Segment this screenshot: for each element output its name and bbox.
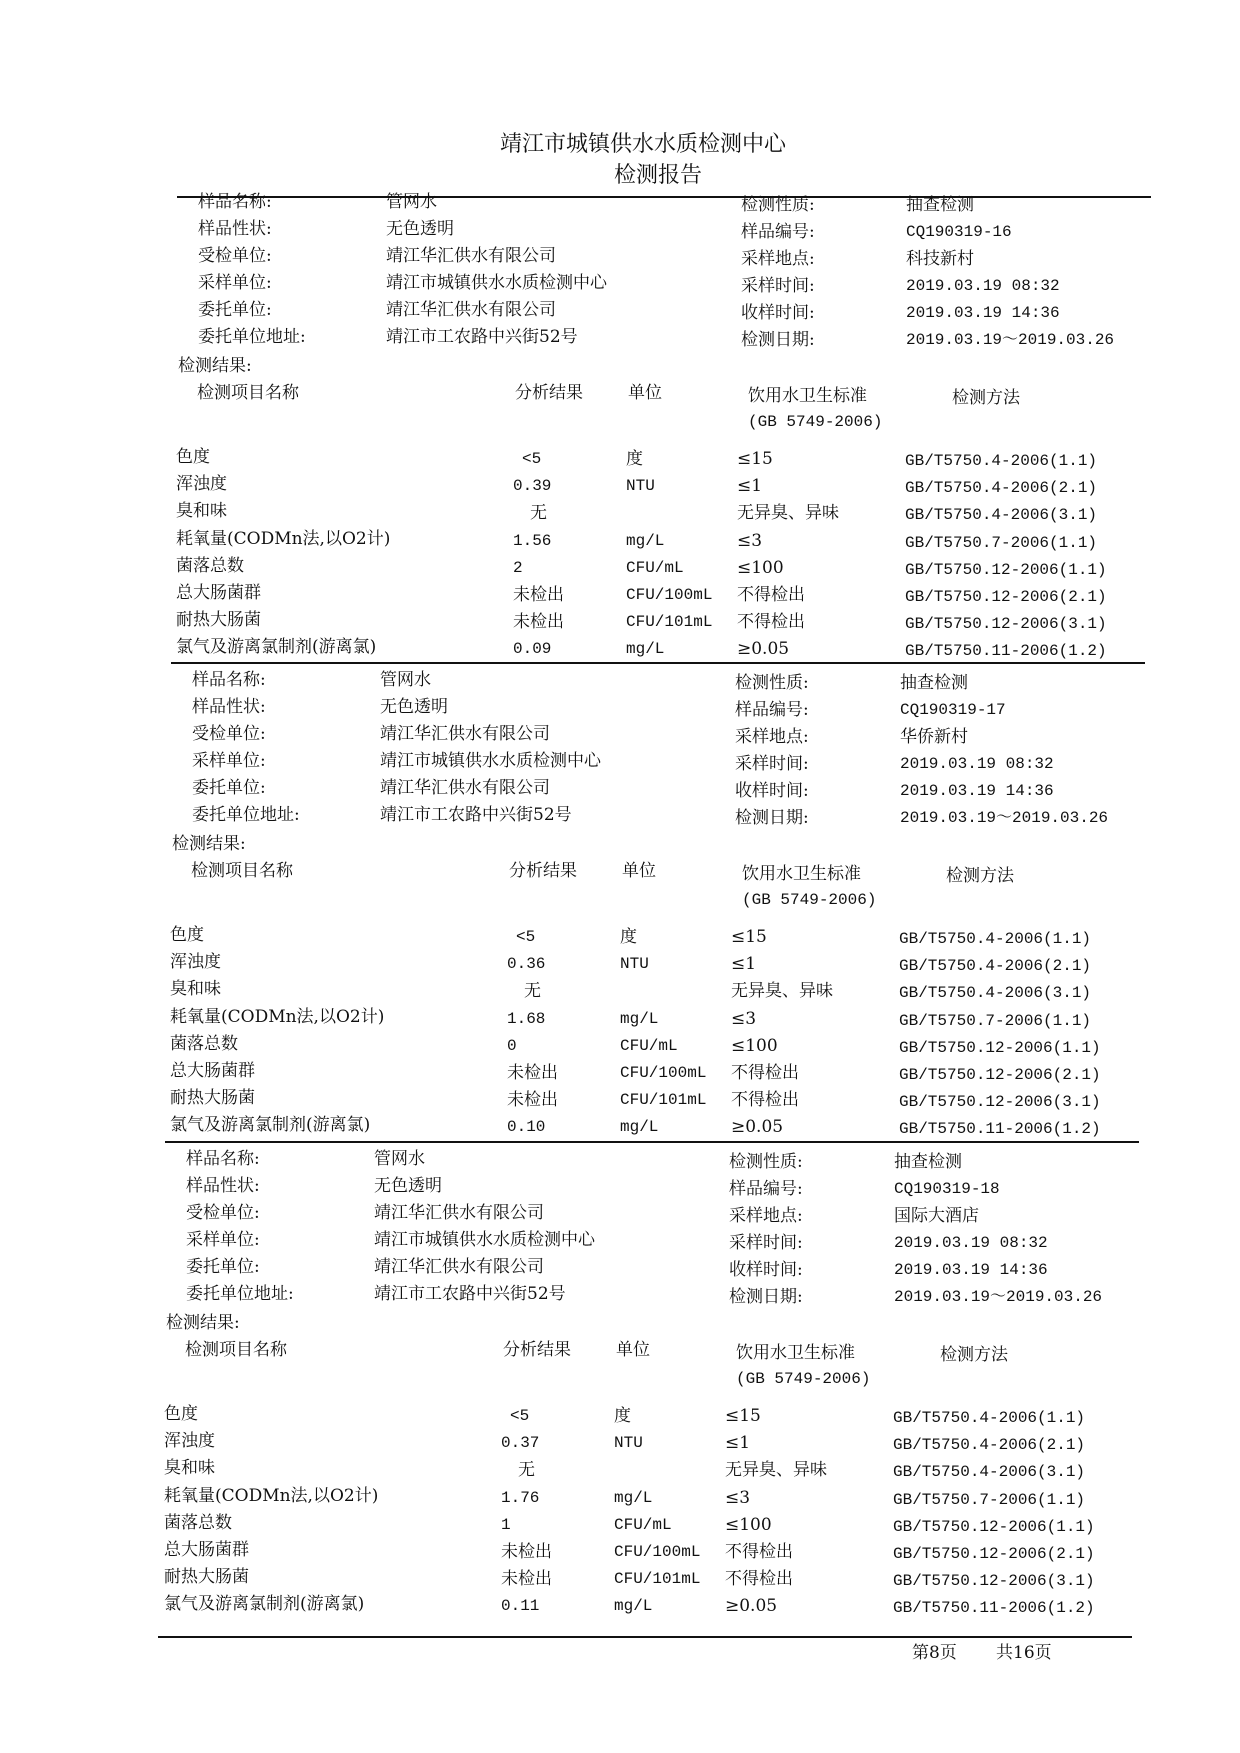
standard-value: ≤100 [731, 1035, 778, 1056]
info-label: 采样时间: [735, 754, 809, 774]
method-value: GB/T5750.7-2006(1.1) [905, 533, 1098, 552]
info-value: 国际大酒店 [894, 1206, 979, 1226]
results-label: 检测结果: [172, 834, 246, 854]
unit-value: CFU/101mL [626, 613, 713, 632]
info-value: CQ190319-17 [900, 701, 1006, 719]
standard-value: 无异臭、异味 [737, 503, 839, 524]
column-header: 检测项目名称 [185, 1340, 287, 1360]
info-value: 2019.03.19 14:36 [906, 304, 1060, 322]
page-number: 第8页 [912, 1643, 957, 1663]
result-value: 0 [507, 1036, 517, 1055]
column-header: 单位 [628, 383, 662, 403]
method-value: GB/T5750.7-2006(1.1) [893, 1490, 1086, 1509]
column-header: 单位 [622, 861, 656, 881]
report-title: 检测报告 [614, 163, 703, 188]
item-name: 浑浊度 [176, 474, 227, 495]
info-value: 靖江华汇供水有限公司 [386, 300, 556, 320]
column-header: 检测方法 [940, 1345, 1008, 1365]
results-label: 检测结果: [166, 1313, 240, 1333]
column-header: 饮用水卫生标准 [742, 864, 861, 884]
result-value: 1 [501, 1515, 511, 1534]
item-name: 臭和味 [170, 979, 221, 1000]
info-value: 靖江市工农路中兴街52号 [386, 327, 578, 347]
info-value: 华侨新村 [900, 727, 968, 747]
info-value: 靖江华汇供水有限公司 [374, 1203, 544, 1223]
info-label: 收样时间: [729, 1260, 803, 1280]
info-label: 受检单位: [186, 1203, 260, 1223]
result-value: 无 [530, 503, 547, 524]
info-value: 无色透明 [380, 697, 448, 717]
info-value: 管网水 [386, 192, 437, 212]
result-value: 2 [513, 558, 523, 577]
result-value: 0.36 [507, 955, 546, 974]
item-name: 耗氧量(CODMn法,以O2计) [164, 1485, 379, 1506]
result-value: 1.76 [501, 1488, 540, 1507]
info-label: 样品编号: [741, 222, 815, 242]
info-value: 靖江华汇供水有限公司 [374, 1257, 544, 1277]
result-value: 无 [518, 1460, 535, 1481]
item-name: 浑浊度 [164, 1431, 215, 1452]
unit-value: NTU [626, 477, 655, 496]
info-label: 样品名称: [192, 670, 266, 690]
column-header: 分析结果 [503, 1340, 571, 1360]
column-header: 检测项目名称 [197, 383, 299, 403]
info-label: 检测日期: [729, 1287, 803, 1307]
info-value: 靖江市城镇供水水质检测中心 [374, 1230, 595, 1250]
column-header: (GB 5749-2006) [748, 413, 883, 431]
info-label: 受检单位: [198, 246, 272, 266]
item-name: 耐热大肠菌 [176, 610, 261, 631]
result-value: 0.10 [507, 1118, 546, 1137]
results-label: 检测结果: [178, 356, 252, 376]
info-value: 管网水 [374, 1149, 425, 1169]
unit-value: CFU/101mL [614, 1570, 701, 1589]
info-label: 收样时间: [735, 781, 809, 801]
result-value: 未检出 [501, 1569, 552, 1590]
standard-value: ≤15 [731, 927, 767, 947]
info-label: 委托单位地址: [198, 327, 306, 347]
standard-value: ≥0.05 [725, 1596, 778, 1617]
unit-value: CFU/100mL [626, 586, 713, 604]
info-value: 靖江市工农路中兴街52号 [380, 805, 572, 825]
info-label: 采样地点: [729, 1206, 803, 1226]
column-header: 检测方法 [952, 388, 1020, 408]
info-value: 靖江华汇供水有限公司 [386, 246, 556, 266]
method-value: GB/T5750.12-2006(3.1) [905, 615, 1107, 634]
item-name: 色度 [164, 1404, 198, 1424]
info-label: 检测日期: [741, 330, 815, 350]
standard-value: ≤15 [725, 1406, 761, 1426]
unit-value: 度 [626, 449, 643, 469]
method-value: GB/T5750.12-2006(2.1) [905, 588, 1107, 606]
section-rule [165, 1141, 1139, 1143]
method-value: GB/T5750.4-2006(2.1) [893, 1436, 1086, 1455]
column-header: (GB 5749-2006) [736, 1370, 871, 1388]
standard-value: 无异臭、异味 [731, 981, 833, 1002]
info-value: 无色透明 [386, 219, 454, 239]
info-value: 管网水 [380, 670, 431, 690]
result-value: 0.11 [501, 1597, 540, 1616]
method-value: GB/T5750.12-2006(2.1) [893, 1545, 1095, 1563]
method-value: GB/T5750.12-2006(2.1) [899, 1066, 1101, 1084]
info-label: 样品性状: [192, 697, 266, 717]
method-value: GB/T5750.4-2006(2.1) [905, 479, 1098, 498]
item-name: 氯气及游离氯制剂(游离氯) [170, 1115, 371, 1136]
result-value: 未检出 [501, 1542, 552, 1562]
result-value: 无 [524, 981, 541, 1002]
info-label: 采样单位: [186, 1230, 260, 1250]
item-name: 臭和味 [164, 1458, 215, 1479]
method-value: GB/T5750.4-2006(3.1) [899, 984, 1092, 1003]
method-value: GB/T5750.4-2006(1.1) [905, 452, 1098, 470]
item-name: 总大肠菌群 [170, 1061, 255, 1081]
item-name: 耐热大肠菌 [170, 1088, 255, 1109]
org-title: 靖江市城镇供水水质检测中心 [500, 132, 787, 157]
standard-value: 无异臭、异味 [725, 1460, 827, 1481]
info-label: 采样时间: [729, 1233, 803, 1253]
section-rule [177, 196, 1151, 198]
result-value: 1.68 [507, 1009, 546, 1028]
info-label: 检测性质: [735, 673, 809, 693]
info-label: 样品名称: [198, 192, 272, 212]
unit-value: mg/L [626, 531, 665, 550]
unit-value: CFU/101mL [620, 1091, 707, 1110]
method-value: GB/T5750.12-2006(3.1) [893, 1572, 1095, 1591]
standard-value: ≤3 [737, 530, 763, 551]
section-rule [171, 662, 1145, 664]
method-value: GB/T5750.12-2006(1.1) [899, 1038, 1101, 1057]
item-name: 色度 [176, 447, 210, 467]
unit-value: 度 [614, 1406, 631, 1426]
result-value: <5 [516, 928, 536, 946]
info-label: 收样时间: [741, 303, 815, 323]
info-label: 采样单位: [198, 273, 272, 293]
item-name: 菌落总数 [164, 1512, 232, 1533]
method-value: GB/T5750.4-2006(1.1) [893, 1409, 1086, 1427]
column-header: 分析结果 [515, 383, 583, 403]
info-value: 抽查检测 [906, 195, 974, 215]
info-label: 委托单位地址: [192, 805, 300, 825]
unit-value: 度 [620, 927, 637, 947]
result-value: 0.09 [513, 640, 552, 659]
info-label: 样品编号: [729, 1179, 803, 1199]
info-label: 受检单位: [192, 724, 266, 744]
info-label: 检测性质: [741, 195, 815, 215]
unit-value: mg/L [620, 1118, 659, 1137]
standard-value: 不得检出 [731, 1063, 799, 1083]
standard-value: 不得检出 [737, 612, 805, 633]
item-name: 菌落总数 [170, 1033, 238, 1054]
standard-value: ≤100 [725, 1514, 772, 1535]
unit-value: CFU/mL [626, 558, 684, 577]
item-name: 耗氧量(CODMn法,以O2计) [176, 528, 391, 549]
info-label: 采样时间: [741, 276, 815, 296]
page-total: 共16页 [996, 1643, 1052, 1663]
info-value: CQ190319-18 [894, 1180, 1000, 1198]
unit-value: CFU/mL [620, 1036, 678, 1055]
info-value: 靖江市城镇供水水质检测中心 [380, 751, 601, 771]
info-value: 2019.03.19～2019.03.26 [906, 331, 1115, 349]
info-value: CQ190319-16 [906, 223, 1012, 241]
item-name: 菌落总数 [176, 555, 244, 576]
info-label: 样品名称: [186, 1149, 260, 1169]
result-value: 未检出 [513, 612, 564, 633]
info-value: 2019.03.19 14:36 [900, 782, 1054, 800]
info-label: 委托单位: [192, 778, 266, 798]
unit-value: NTU [620, 955, 649, 974]
item-name: 臭和味 [176, 501, 227, 522]
result-value: <5 [522, 450, 542, 468]
standard-value: 不得检出 [731, 1090, 799, 1111]
item-name: 氯气及游离氯制剂(游离氯) [164, 1594, 365, 1615]
info-label: 检测日期: [735, 808, 809, 828]
result-value: 0.39 [513, 477, 552, 496]
unit-value: mg/L [614, 1488, 653, 1507]
column-header: (GB 5749-2006) [742, 891, 877, 909]
info-label: 检测性质: [729, 1152, 803, 1172]
method-value: GB/T5750.7-2006(1.1) [899, 1011, 1092, 1030]
info-value: 抽查检测 [894, 1152, 962, 1172]
result-value: <5 [510, 1407, 530, 1425]
column-header: 检测方法 [946, 866, 1014, 886]
method-value: GB/T5750.12-2006(1.1) [893, 1517, 1095, 1536]
standard-value: 不得检出 [737, 585, 805, 605]
standard-value: 不得检出 [725, 1569, 793, 1590]
standard-value: 不得检出 [725, 1542, 793, 1562]
method-value: GB/T5750.4-2006(3.1) [893, 1463, 1086, 1482]
info-value: 2019.03.19～2019.03.26 [894, 1288, 1103, 1306]
standard-value: ≤1 [737, 476, 763, 497]
info-label: 采样地点: [741, 249, 815, 269]
standard-value: ≤15 [737, 449, 773, 469]
unit-value: CFU/100mL [620, 1064, 707, 1082]
item-name: 耐热大肠菌 [164, 1567, 249, 1588]
method-value: GB/T5750.12-2006(1.1) [905, 560, 1107, 579]
info-value: 抽查检测 [900, 673, 968, 693]
method-value: GB/T5750.11-2006(1.2) [905, 642, 1107, 661]
unit-value: CFU/mL [614, 1515, 672, 1534]
standard-value: ≤3 [731, 1008, 757, 1029]
standard-value: ≥0.05 [731, 1117, 784, 1138]
item-name: 总大肠菌群 [176, 583, 261, 603]
info-label: 样品编号: [735, 700, 809, 720]
info-label: 委托单位地址: [186, 1284, 294, 1304]
unit-value: NTU [614, 1434, 643, 1453]
result-value: 未检出 [507, 1090, 558, 1111]
item-name: 总大肠菌群 [164, 1540, 249, 1560]
result-value: 未检出 [507, 1063, 558, 1083]
unit-value: mg/L [614, 1597, 653, 1616]
info-value: 2019.03.19 08:32 [894, 1234, 1048, 1252]
info-label: 委托单位: [186, 1257, 260, 1277]
method-value: GB/T5750.12-2006(3.1) [899, 1093, 1101, 1112]
result-value: 1.56 [513, 531, 552, 550]
standard-value: ≤1 [725, 1433, 751, 1454]
column-header: 单位 [616, 1340, 650, 1360]
info-label: 样品性状: [198, 219, 272, 239]
info-label: 采样地点: [735, 727, 809, 747]
unit-value: CFU/100mL [614, 1543, 701, 1561]
item-name: 浑浊度 [170, 952, 221, 973]
column-header: 检测项目名称 [191, 861, 293, 881]
column-header: 分析结果 [509, 861, 577, 881]
info-value: 靖江华汇供水有限公司 [380, 724, 550, 744]
column-header: 饮用水卫生标准 [748, 386, 867, 406]
info-value: 科技新村 [906, 249, 974, 269]
method-value: GB/T5750.4-2006(1.1) [899, 930, 1092, 948]
item-name: 氯气及游离氯制剂(游离氯) [176, 637, 377, 658]
info-value: 2019.03.19 08:32 [900, 755, 1054, 773]
method-value: GB/T5750.11-2006(1.2) [893, 1599, 1095, 1618]
info-value: 靖江市工农路中兴街52号 [374, 1284, 566, 1304]
unit-value: mg/L [626, 640, 665, 659]
footer-rule [158, 1636, 1132, 1638]
result-value: 未检出 [513, 585, 564, 605]
info-value: 靖江市城镇供水水质检测中心 [386, 273, 607, 293]
standard-value: ≤100 [737, 557, 784, 578]
item-name: 色度 [170, 925, 204, 945]
item-name: 耗氧量(CODMn法,以O2计) [170, 1006, 385, 1027]
result-value: 0.37 [501, 1434, 540, 1453]
info-value: 2019.03.19 08:32 [906, 277, 1060, 295]
info-value: 2019.03.19～2019.03.26 [900, 809, 1109, 827]
info-value: 无色透明 [374, 1176, 442, 1196]
standard-value: ≤3 [725, 1487, 751, 1508]
method-value: GB/T5750.4-2006(2.1) [899, 957, 1092, 976]
info-value: 2019.03.19 14:36 [894, 1261, 1048, 1279]
info-label: 样品性状: [186, 1176, 260, 1196]
standard-value: ≥0.05 [737, 639, 790, 660]
column-header: 饮用水卫生标准 [736, 1343, 855, 1363]
method-value: GB/T5750.4-2006(3.1) [905, 506, 1098, 525]
info-value: 靖江华汇供水有限公司 [380, 778, 550, 798]
method-value: GB/T5750.11-2006(1.2) [899, 1120, 1101, 1139]
standard-value: ≤1 [731, 954, 757, 975]
info-label: 委托单位: [198, 300, 272, 320]
unit-value: mg/L [620, 1009, 659, 1028]
info-label: 采样单位: [192, 751, 266, 771]
